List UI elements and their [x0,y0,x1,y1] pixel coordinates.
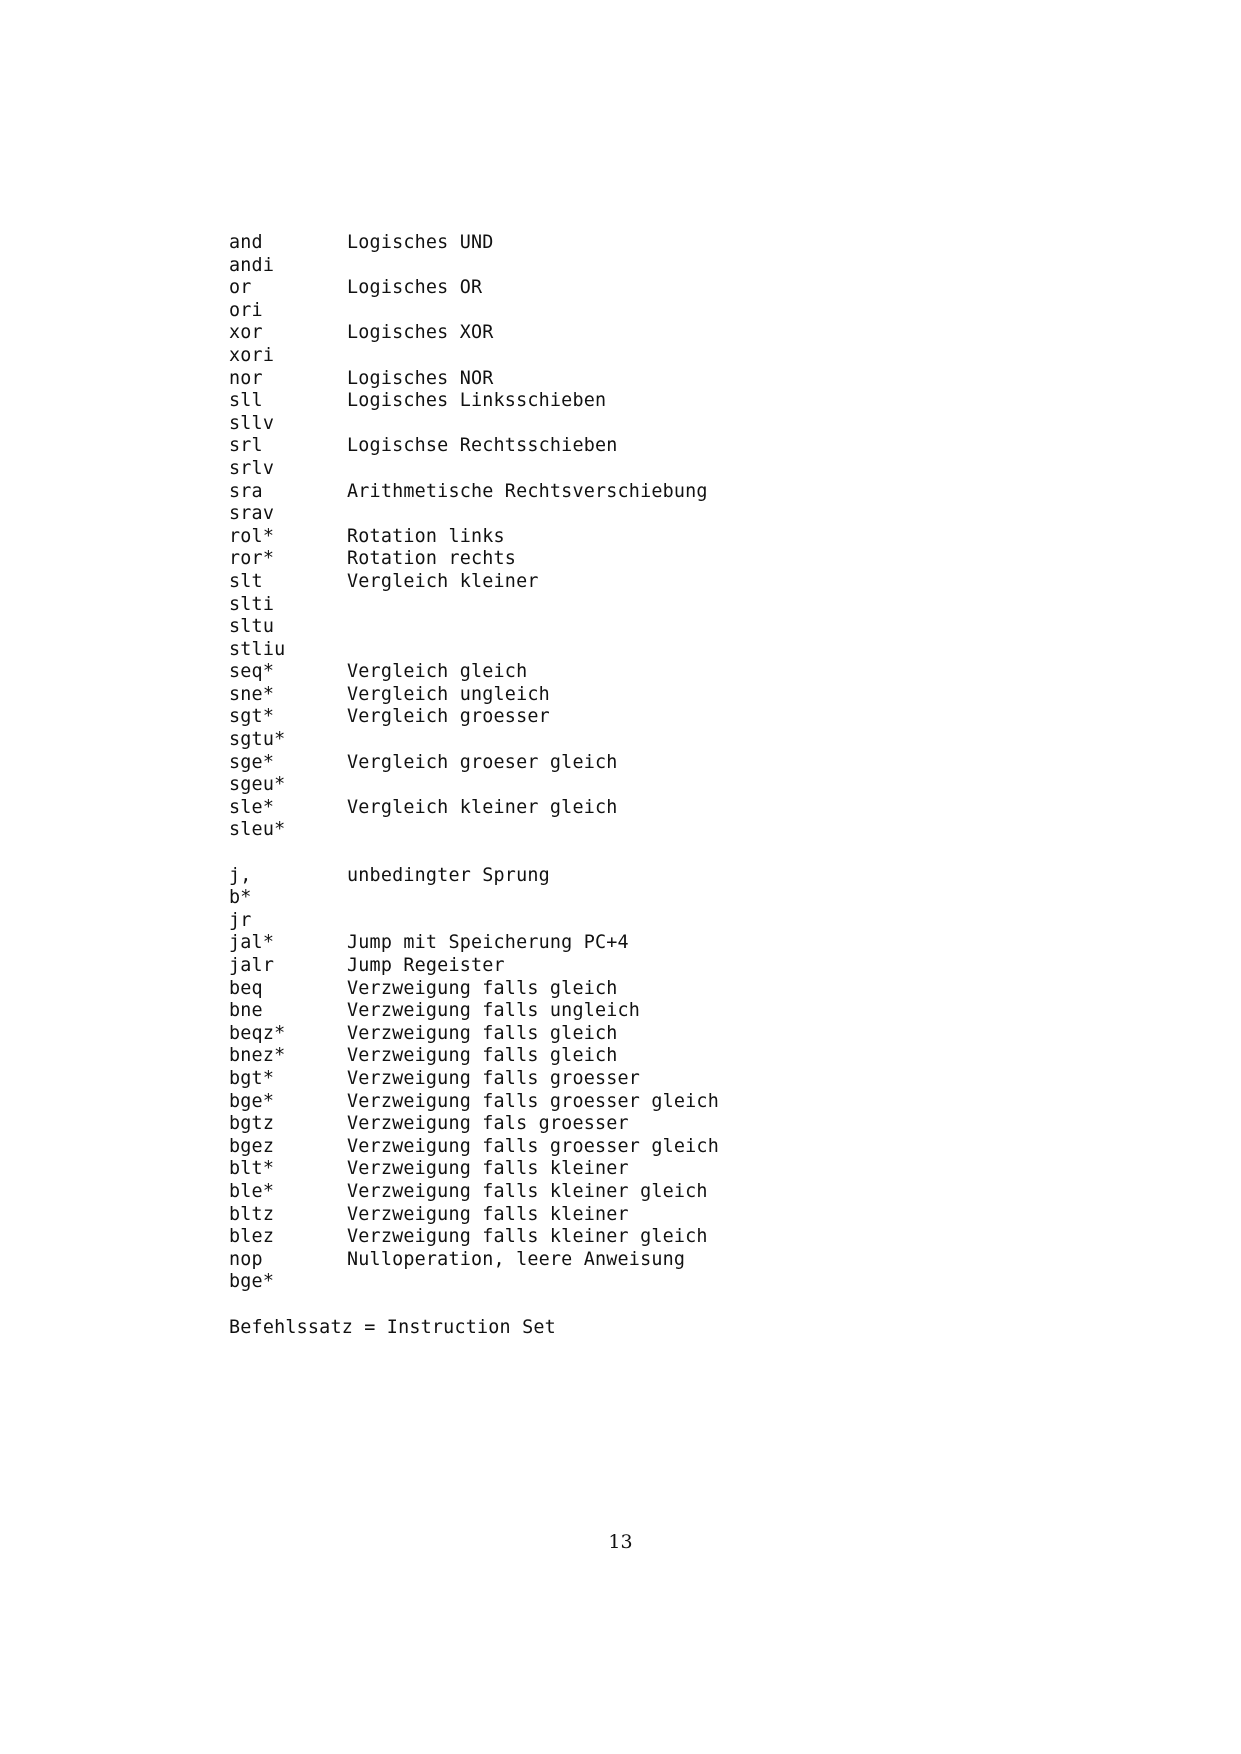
instruction-description: Logisches NOR [347,367,494,389]
instruction-row [229,797,1029,820]
instruction-mnemonic: jr [229,909,252,931]
instruction-description: Nulloperation, leere Anweisung [347,1248,686,1270]
instruction-description: Verzweigung falls kleiner gleich [347,1180,708,1202]
instruction-description: Verzweigung falls gleich [347,977,618,999]
instruction-description: Vergleich gleich [347,661,528,683]
instruction-mnemonic: bgtz [229,1113,275,1135]
instruction-mnemonic: bge* [229,1090,275,1112]
instruction-mnemonic: bge* [229,1271,275,1293]
instruction-mnemonic: bgez [229,1135,275,1157]
instruction-mnemonic: bne [229,1000,263,1022]
instruction-mnemonic: srl [229,435,263,457]
instruction-row [229,1204,1029,1227]
instruction-mnemonic: sll [229,390,263,412]
instruction-description: Verzweigung fals groesser [347,1113,629,1135]
instruction-mnemonic: ble* [229,1180,275,1202]
instruction-row [229,390,1029,413]
instruction-mnemonic: b* [229,887,252,909]
instruction-description: unbedingter Sprung [347,864,550,886]
instruction-row [229,1091,1029,1114]
instruction-mnemonic: ror* [229,548,275,570]
instruction-row [229,639,1029,662]
section-gap [229,842,1029,865]
instruction-description: Logisches OR [347,277,483,299]
footer-note: Befehlssatz = Instruction Set [229,1316,556,1338]
instruction-description: Vergleich groeser gleich [347,751,618,773]
instruction-row [229,594,1029,617]
logic-compare-instruction-list [229,232,1029,842]
instruction-row [229,1113,1029,1136]
instruction-row [229,345,1029,368]
instruction-row [229,503,1029,526]
instruction-row [229,729,1029,752]
instruction-row [229,458,1029,481]
instruction-row [229,1068,1029,1091]
instruction-mnemonic: andi [229,254,275,276]
instruction-mnemonic: jal* [229,932,275,954]
instruction-description: Vergleich kleiner gleich [347,796,618,818]
instruction-row [229,774,1029,797]
instruction-row [229,413,1029,436]
instruction-row [229,910,1029,933]
instruction-description: Verzweigung falls kleiner [347,1158,629,1180]
instruction-mnemonic: or [229,277,252,299]
instruction-row [229,277,1029,300]
instruction-mnemonic: beqz* [229,1022,286,1044]
instruction-mnemonic: srlv [229,457,275,479]
instruction-description: Rotation links [347,525,505,547]
instruction-description: Verzweigung falls gleich [347,1045,618,1067]
instruction-mnemonic: sle* [229,796,275,818]
instruction-description: Vergleich kleiner [347,570,539,592]
instruction-row [229,322,1029,345]
instruction-mnemonic: sra [229,480,263,502]
instruction-row [229,1023,1029,1046]
instruction-mnemonic: bnez* [229,1045,286,1067]
instruction-row [229,706,1029,729]
instruction-row [229,1158,1029,1181]
instruction-mnemonic: nor [229,367,263,389]
instruction-description: Vergleich groesser [347,706,550,728]
instruction-row [229,1181,1029,1204]
instruction-mnemonic: nop [229,1248,263,1270]
instruction-mnemonic: sltu [229,616,275,638]
instruction-row [229,526,1029,549]
instruction-mnemonic: seq* [229,661,275,683]
instruction-description: Logisches Linksschieben [347,390,607,412]
instruction-mnemonic: beq [229,977,263,999]
instruction-row [229,232,1029,255]
instruction-row [229,1136,1029,1159]
jump-branch-instruction-list [229,865,1029,1294]
instruction-mnemonic: bgt* [229,1067,275,1089]
instruction-row [229,1045,1029,1068]
instruction-mnemonic: blt* [229,1158,275,1180]
instruction-row [229,819,1029,842]
instruction-description: Logischse Rechtsschieben [347,435,618,457]
instruction-row [229,255,1029,278]
instruction-mnemonic: sgtu* [229,729,286,751]
instruction-row [229,932,1029,955]
footer-gap [229,1294,1029,1317]
instruction-mnemonic: sne* [229,683,275,705]
instruction-mnemonic: bltz [229,1203,275,1225]
instruction-mnemonic: sgeu* [229,774,286,796]
instruction-row [229,1249,1029,1272]
instruction-row [229,368,1029,391]
instruction-row [229,1000,1029,1023]
instruction-mnemonic: rol* [229,525,275,547]
instruction-mnemonic: xori [229,344,275,366]
page-content [229,232,1029,1339]
instruction-mnemonic: j, [229,864,252,886]
instruction-mnemonic: ori [229,299,263,321]
instruction-description: Verzweigung falls groesser gleich [347,1135,719,1157]
instruction-row [229,1226,1029,1249]
instruction-description: Rotation rechts [347,548,517,570]
instruction-mnemonic: srav [229,503,275,525]
instruction-row [229,481,1029,504]
instruction-row [229,752,1029,775]
instruction-description: Jump mit Speicherung PC+4 [347,932,629,954]
instruction-mnemonic: slt [229,570,263,592]
instruction-mnemonic: sllv [229,412,275,434]
instruction-mnemonic: stliu [229,638,286,660]
instruction-mnemonic: slti [229,593,275,615]
instruction-row [229,684,1029,707]
instruction-description: Jump Regeister [347,955,505,976]
instruction-row [229,955,1029,978]
page-number: 13 [608,1531,633,1553]
instruction-mnemonic: blez [229,1226,275,1248]
instruction-mnemonic: and [229,232,263,253]
instruction-row [229,571,1029,594]
instruction-description: Logisches XOR [347,322,494,344]
instruction-row [229,435,1029,458]
instruction-description: Arithmetische Rechtsverschiebung [347,480,708,502]
instruction-description: Verzweigung falls groesser [347,1067,641,1089]
instruction-row [229,300,1029,323]
instruction-mnemonic: xor [229,322,263,344]
instruction-mnemonic: jalr [229,955,275,976]
instruction-row [229,865,1029,888]
instruction-row [229,978,1029,1001]
instruction-description: Verzweigung falls kleiner [347,1203,629,1225]
instruction-mnemonic: sgt* [229,706,275,728]
instruction-description: Verzweigung falls groesser gleich [347,1090,719,1112]
instruction-description: Verzweigung falls ungleich [347,1000,641,1022]
instruction-row [229,616,1029,639]
instruction-row [229,548,1029,571]
instruction-row [229,887,1029,910]
instruction-row [229,661,1029,684]
instruction-description: Verzweigung falls kleiner gleich [347,1226,708,1248]
instruction-row [229,1271,1029,1294]
instruction-mnemonic: sleu* [229,819,286,841]
instruction-mnemonic: sge* [229,751,275,773]
instruction-description: Logisches UND [347,232,494,253]
instruction-description: Vergleich ungleich [347,683,550,705]
instruction-description: Verzweigung falls gleich [347,1022,618,1044]
